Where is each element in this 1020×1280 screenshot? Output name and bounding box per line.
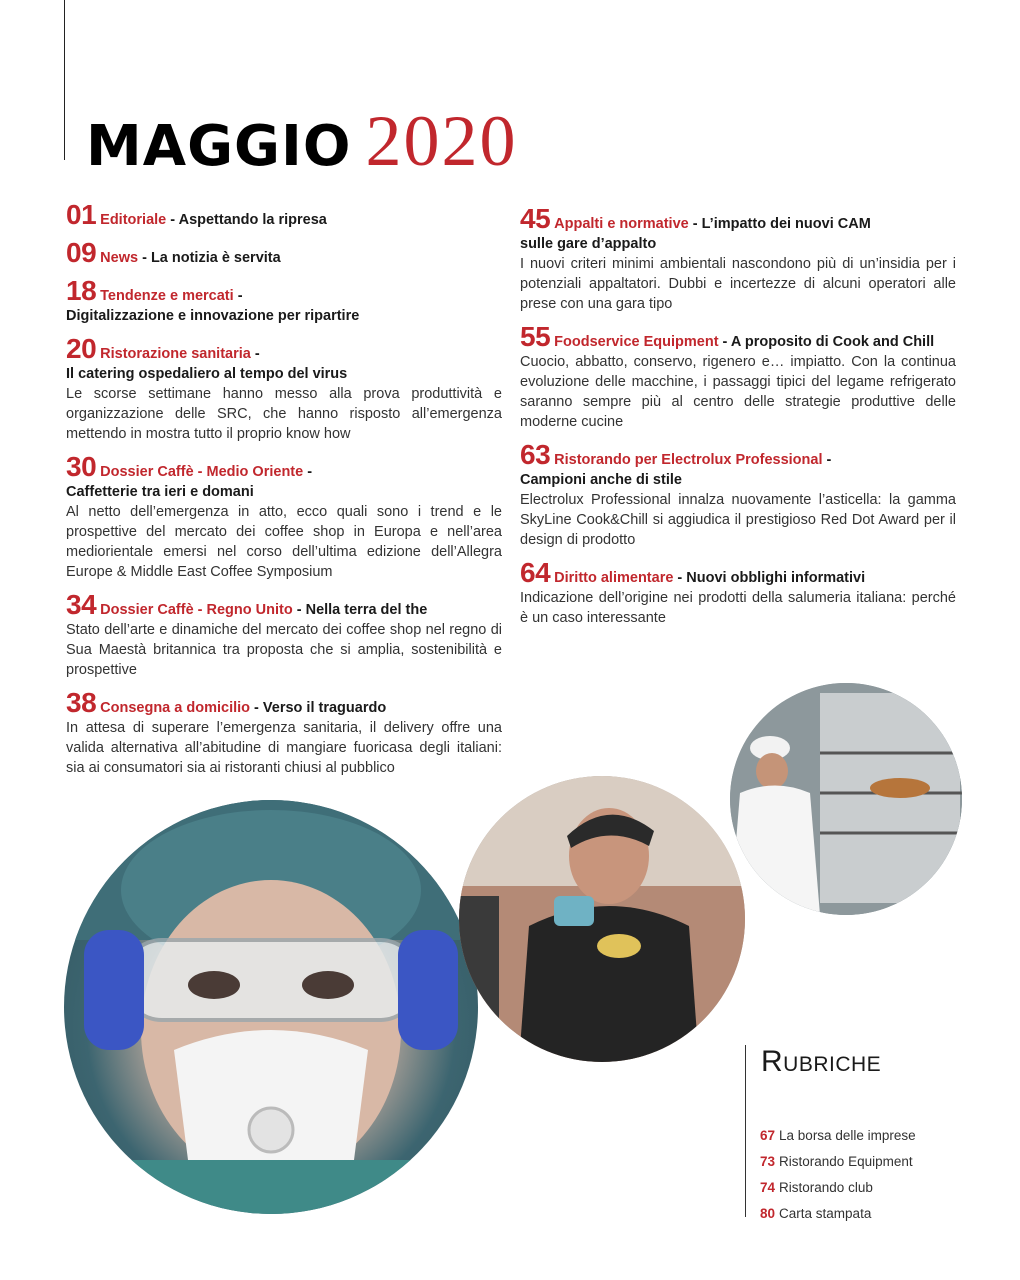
section-name: Diritto alimentare (554, 570, 674, 586)
issue-year: 2020 (365, 101, 518, 181)
toc-entry[interactable] (520, 558, 956, 628)
section-name: Editoriale (100, 212, 167, 228)
article-title: Nella terra del the (305, 602, 428, 618)
separator: - (303, 464, 313, 480)
page-number: 18 (66, 275, 97, 306)
toc-left-column (66, 200, 502, 786)
toc-right-column (520, 204, 956, 636)
separator: - (250, 346, 260, 362)
article-summary: Electrolux Professional innalza nuovamente l’asticella: la gamma SkyLine Cook&Chill si aggiudica il prestigioso Red Dot Award per il design di prodotto (520, 492, 956, 548)
separator: - (292, 602, 306, 618)
toc-entry[interactable] (66, 200, 502, 230)
top-rule (64, 0, 65, 160)
toc-entry[interactable] (66, 452, 502, 582)
toc-entry[interactable] (66, 334, 502, 444)
chef-oven-illustration (730, 683, 962, 915)
separator: - (250, 700, 263, 716)
article-title: Aspettando la ripresa (178, 212, 327, 228)
rubriche-rule (745, 1045, 746, 1217)
toc-entry[interactable] (66, 688, 502, 778)
section-name: Dossier Caffè - Regno Unito (100, 602, 293, 618)
issue-month: MAGGIO (86, 114, 352, 179)
toc-entry[interactable] (520, 204, 956, 314)
healthcare-worker-illustration (64, 800, 478, 1214)
article-summary: Stato dell’arte e dinamiche del mercato dei coffee shop nel regno di Sua Maestà britannica tra proposta che si amplia, sostenibilità e prospettive (66, 622, 502, 678)
page-number: 67 (760, 1128, 776, 1143)
article-summary: Indicazione dell’origine nei prodotti della salumeria italiana: perché è un caso interessante (520, 590, 956, 626)
separator: - (688, 216, 702, 232)
page-number: 74 (760, 1180, 776, 1195)
article-title: A proposito di Cook and Chill (730, 334, 935, 350)
article-title: Verso il traguardo (262, 700, 387, 716)
rubriche-item[interactable] (760, 1201, 916, 1227)
separator: - (718, 334, 731, 350)
toc-entry[interactable] (66, 590, 502, 680)
article-summary: I nuovi criteri minimi ambientali nascondono più di un’insidia per i potenziali appaltatori. Dubbi e incertezze di alcuni operatori alle prese con una gara tipo (520, 256, 956, 312)
toc-entry[interactable] (520, 440, 956, 550)
page-number: 63 (520, 439, 551, 470)
article-subtitle: Il catering ospedaliero al tempo del virus (66, 366, 348, 382)
section-name: Appalti e normative (554, 216, 689, 232)
section-name: News (100, 250, 139, 266)
article-subtitle: Digitalizzazione e innovazione per ripartire (66, 308, 360, 324)
photo-barista (459, 776, 745, 1062)
article-title: L’impatto dei nuovi CAM (701, 216, 871, 232)
toc-entry[interactable] (66, 276, 502, 326)
article-summary: Le scorse settimane hanno messo alla prova produttività e organizzazione delle SRC, che hanno risposto all’emergenza mettendo in mostra tutto il proprio know how (66, 386, 502, 442)
article-title: La notizia è servita (150, 250, 281, 266)
separator: - (233, 288, 243, 304)
article-title: Nuovi obblighi informativi (686, 570, 866, 586)
section-name: Ristorando per Electrolux Professional (554, 452, 823, 468)
rubriche-title: Rubriche (761, 1045, 882, 1078)
page-number: 20 (66, 333, 97, 364)
photo-chef-oven (730, 683, 962, 915)
page-number: 09 (66, 237, 97, 268)
page-number: 73 (760, 1154, 776, 1169)
page-number: 64 (520, 557, 551, 588)
page-number: 30 (66, 451, 97, 482)
section-name: Ristorazione sanitaria (100, 346, 251, 362)
separator: - (166, 212, 179, 228)
page-number: 01 (66, 199, 97, 230)
article-subtitle: Caffetterie tra ieri e domani (66, 484, 254, 500)
rubriche-label: Ristorando club (779, 1180, 873, 1195)
rubriche-label: Carta stampata (779, 1206, 872, 1221)
section-name: Consegna a domicilio (100, 700, 251, 716)
article-summary: Cuocio, abbatto, conservo, rigenero e… impiatto. Con la continua evoluzione delle macchine, i passaggi tipici del legame refrigerato saranno sempre più al centro delle strategie produttive delle moderne cucine (520, 354, 956, 430)
page-number: 45 (520, 203, 551, 234)
page-number: 55 (520, 321, 551, 352)
photo-healthcare-worker (64, 800, 478, 1214)
rubriche-item[interactable] (760, 1175, 916, 1201)
rubriche-list (760, 1123, 916, 1227)
section-name: Tendenze e mercati (100, 288, 234, 304)
article-summary: Al netto dell’emergenza in atto, ecco quali sono i trend e le prospettive del mercato dei coffee shop in Europa e nell’area mediorientale emersi nel corso dell’ultima edizione dell’Allegra Europe & Middle East Coffee Symposium (66, 504, 502, 580)
separator: - (673, 570, 687, 586)
rubriche-label: La borsa delle imprese (779, 1128, 916, 1143)
barista-illustration (459, 776, 745, 1062)
rubriche-label: Ristorando Equipment (779, 1154, 913, 1169)
section-name: Dossier Caffè - Medio Oriente (100, 464, 304, 480)
article-summary: In attesa di superare l’emergenza sanitaria, il delivery offre una valida alternativa all’abitudine di mangiare fuoricasa degli italiani: sia ai consumatori sia ai ristoranti chiusi al pubblico (66, 720, 502, 776)
rubriche-item[interactable] (760, 1149, 916, 1175)
toc-entry[interactable] (66, 238, 502, 268)
article-subtitle: sulle gare d’appalto (520, 236, 657, 252)
article-subtitle: Campioni anche di stile (520, 472, 682, 488)
rubriche-box (745, 1045, 975, 1225)
toc-entry[interactable] (520, 322, 956, 432)
issue-title (86, 100, 517, 183)
separator: - (822, 452, 832, 468)
separator: - (138, 250, 151, 266)
section-name: Foodservice Equipment (554, 334, 719, 350)
page-number: 80 (760, 1206, 776, 1221)
page-number: 34 (66, 589, 97, 620)
page-number: 38 (66, 687, 97, 718)
rubriche-item[interactable] (760, 1123, 916, 1149)
